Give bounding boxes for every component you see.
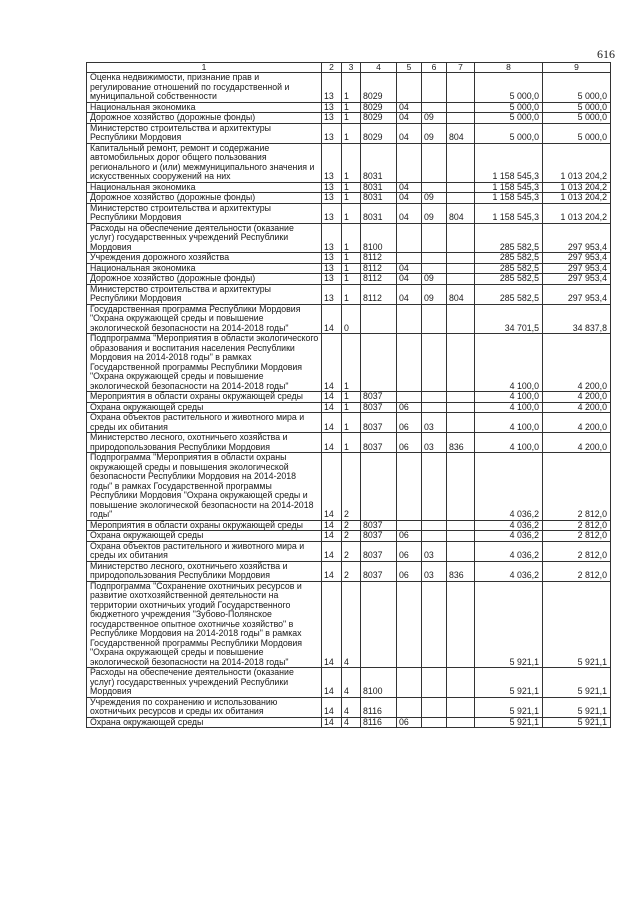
code-cell: 14 [322,581,342,668]
code-cell [447,143,475,182]
amount-cell: 297 953,4 [543,274,611,285]
code-cell: 8112 [361,263,397,274]
table-row [87,263,611,274]
row-name-cell: Министерство строительства и архитектуры Республики Мордовия [87,123,322,143]
amount-cell: 4 200,0 [543,402,611,413]
amount-cell: 2 812,0 [543,541,611,561]
amount-cell: 2 812,0 [543,453,611,521]
table-row [87,143,611,182]
code-cell: 09 [422,274,447,285]
amount-cell: 1 013 204,2 [543,182,611,193]
code-cell [447,453,475,521]
code-cell [397,520,422,531]
code-cell [397,668,422,698]
code-cell: 8029 [361,123,397,143]
amount-cell: 5 921,1 [475,668,543,698]
row-name-cell: Дорожное хозяйство (дорожные фонды) [87,193,322,204]
row-name-cell: Учреждения по сохранению и использованию охотничьих ресурсов и среды их обитания [87,697,322,717]
code-cell: 06 [397,531,422,542]
code-cell: 03 [422,561,447,581]
code-cell [422,531,447,542]
code-cell: 13 [322,73,342,103]
code-cell [397,392,422,403]
code-cell: 14 [322,717,342,728]
amount-cell: 5 000,0 [543,73,611,103]
code-cell [361,304,397,334]
amount-cell: 2 812,0 [543,520,611,531]
table-row [87,193,611,204]
table-row [87,392,611,403]
table-row [87,113,611,124]
code-cell: 14 [322,304,342,334]
amount-cell: 5 921,1 [543,697,611,717]
code-cell: 14 [322,668,342,698]
code-cell: 06 [397,541,422,561]
row-name-cell: Подпрограмма "Мероприятия в области охраны окружающей среды и повышения экологической безопасности Республики Мордовия на 2014-2018 годы" в рамках Государственной программы Республики Мордовия "Охрана окружающей среды и повышение экологической безопасности на 2014-2018 годы" [87,453,322,521]
code-cell: 13 [322,102,342,113]
amount-cell: 5 921,1 [475,697,543,717]
code-cell: 1 [342,263,361,274]
code-cell: 8112 [361,284,397,304]
code-cell [361,581,397,668]
column-header: 4 [361,63,397,73]
code-cell [397,253,422,264]
row-name-cell: Подпрограмма "Сохранение охотничьих ресурсов и развитие охотхозяйственной деятельности на территории охотничьих угодий Государственного бюджетного учреждения "Зубово-Полянское государственное опытное охотничье хозяйство" в Республике Мордовия на 2014-2018 годы" в рамках Государственной программы Республики Мордовия "Охрана окружающей среды и повышение экологической безопасности на 2014-2018 годы" [87,581,322,668]
code-cell: 8031 [361,203,397,223]
code-cell: 14 [322,334,342,392]
code-cell: 8037 [361,433,397,453]
code-cell: 04 [397,193,422,204]
code-cell [422,263,447,274]
column-header: 6 [422,63,447,73]
column-header: 3 [342,63,361,73]
code-cell: 1 [342,433,361,453]
code-cell: 13 [322,274,342,285]
table-row [87,541,611,561]
amount-cell: 4 036,2 [475,561,543,581]
table-row [87,413,611,433]
code-cell: 13 [322,143,342,182]
code-cell: 0 [342,304,361,334]
table-row [87,453,611,521]
code-cell: 1 [342,402,361,413]
row-name-cell: Мероприятия в области охраны окружающей среды [87,392,322,403]
code-cell: 13 [322,123,342,143]
table-row [87,531,611,542]
amount-cell: 285 582,5 [475,274,543,285]
row-name-cell: Дорожное хозяйство (дорожные фонды) [87,274,322,285]
table-row [87,581,611,668]
amount-cell: 5 000,0 [543,123,611,143]
code-cell: 8112 [361,253,397,264]
row-name-cell: Учреждения дорожного хозяйства [87,253,322,264]
code-cell [447,102,475,113]
code-cell: 04 [397,123,422,143]
code-cell: 09 [422,203,447,223]
code-cell: 2 [342,541,361,561]
table-row [87,223,611,253]
row-name-cell: Министерство строительства и архитектуры Республики Мордовия [87,203,322,223]
amount-cell: 4 036,2 [475,541,543,561]
row-name-cell: Подпрограмма "Мероприятия в области экологического образования и воспитания населения Республики Мордовия на 2014-2018 годы" в рамках Государственной программы Республики Мордовия "Охрана окружающей среды и повышение экологической безопасности на 2014-2018 годы" [87,334,322,392]
code-cell: 804 [447,284,475,304]
code-cell: 04 [397,203,422,223]
table-row [87,284,611,304]
table-row [87,520,611,531]
amount-cell: 297 953,4 [543,253,611,264]
amount-cell: 5 921,1 [475,717,543,728]
code-cell [422,453,447,521]
code-cell: 03 [422,413,447,433]
row-name-cell: Охрана окружающей среды [87,402,322,413]
table-row [87,334,611,392]
code-cell [447,274,475,285]
code-cell: 03 [422,541,447,561]
code-cell: 06 [397,561,422,581]
code-cell: 14 [322,697,342,717]
code-cell: 8037 [361,402,397,413]
row-name-cell: Оценка недвижимости, признание прав и регулирование отношений по государственной и муниципальной собственности [87,73,322,103]
amount-cell: 1 013 204,2 [543,203,611,223]
code-cell [447,334,475,392]
code-cell [422,143,447,182]
amount-cell: 5 921,1 [475,581,543,668]
code-cell [447,531,475,542]
code-cell: 14 [322,561,342,581]
code-cell: 8031 [361,182,397,193]
code-cell: 04 [397,113,422,124]
row-name-cell: Охрана объектов растительного и животного мира и среды их обитания [87,541,322,561]
code-cell: 04 [397,263,422,274]
code-cell [447,413,475,433]
amount-cell: 1 158 545,3 [475,203,543,223]
code-cell: 804 [447,203,475,223]
column-header: 9 [543,63,611,73]
code-cell: 2 [342,531,361,542]
page-number: 616 [597,47,615,61]
row-name-cell: Министерство строительства и архитектуры Республики Мордовия [87,284,322,304]
row-name-cell: Охрана объектов растительного и животного мира и среды их обитания [87,413,322,433]
amount-cell: 5 000,0 [543,113,611,124]
code-cell: 03 [422,433,447,453]
code-cell [447,223,475,253]
code-cell: 4 [342,668,361,698]
table-row [87,668,611,698]
code-cell [397,73,422,103]
row-name-cell: Расходы на обеспечение деятельности (оказание услуг) государственных учреждений Республики Мордовия [87,223,322,253]
budget-table [86,62,611,728]
code-cell: 14 [322,541,342,561]
code-cell: 1 [342,123,361,143]
row-name-cell: Государственная программа Республики Мордовия "Охрана окружающей среды и повышение экологической безопасности на 2014-2018 годы" [87,304,322,334]
code-cell: 8031 [361,193,397,204]
amount-cell: 4 200,0 [543,413,611,433]
code-cell: 13 [322,223,342,253]
code-cell: 8037 [361,541,397,561]
table-row [87,253,611,264]
code-cell: 836 [447,433,475,453]
code-cell: 04 [397,182,422,193]
amount-cell: 1 013 204,2 [543,193,611,204]
row-name-cell: Национальная экономика [87,182,322,193]
amount-cell: 297 953,4 [543,223,611,253]
code-cell [447,73,475,103]
code-cell [447,581,475,668]
code-cell [397,334,422,392]
amount-cell: 5 921,1 [543,668,611,698]
code-cell: 09 [422,113,447,124]
code-cell: 14 [322,433,342,453]
amount-cell: 285 582,5 [475,223,543,253]
code-cell: 4 [342,581,361,668]
amount-cell: 4 200,0 [543,334,611,392]
amount-cell: 285 582,5 [475,284,543,304]
code-cell: 1 [342,143,361,182]
table-row [87,561,611,581]
code-cell: 4 [342,717,361,728]
column-header: 8 [475,63,543,73]
amount-cell: 4 100,0 [475,402,543,413]
code-cell: 09 [422,193,447,204]
code-cell: 1 [342,203,361,223]
code-cell: 1 [342,413,361,433]
amount-cell: 4 036,2 [475,453,543,521]
amount-cell: 4 100,0 [475,413,543,433]
code-cell: 8037 [361,392,397,403]
amount-cell: 285 582,5 [475,263,543,274]
code-cell: 14 [322,402,342,413]
row-name-cell: Капитальный ремонт, ремонт и содержание автомобильных дорог общего пользования регионального и (или) межмуниципального значения и искусственных сооружений на них [87,143,322,182]
code-cell [422,102,447,113]
code-cell [447,520,475,531]
amount-cell: 5 000,0 [475,123,543,143]
code-cell: 09 [422,123,447,143]
code-cell: 1 [342,274,361,285]
amount-cell: 2 812,0 [543,531,611,542]
amount-cell: 1 158 545,3 [475,193,543,204]
amount-cell: 34 701,5 [475,304,543,334]
code-cell: 2 [342,520,361,531]
code-cell: 8029 [361,113,397,124]
amount-cell: 4 036,2 [475,520,543,531]
code-cell [422,392,447,403]
code-cell [447,697,475,717]
code-cell: 1 [342,102,361,113]
table-row [87,73,611,103]
amount-cell: 5 000,0 [543,102,611,113]
amount-cell: 297 953,4 [543,263,611,274]
code-cell [422,334,447,392]
row-name-cell: Охрана окружающей среды [87,717,322,728]
table-row [87,717,611,728]
row-name-cell: Охрана окружающей среды [87,531,322,542]
column-header: 2 [322,63,342,73]
code-cell [422,253,447,264]
code-cell [397,223,422,253]
row-name-cell: Национальная экономика [87,102,322,113]
code-cell: 804 [447,123,475,143]
code-cell [422,520,447,531]
code-cell: 8037 [361,520,397,531]
code-cell: 2 [342,453,361,521]
table-row [87,697,611,717]
amount-cell: 5 000,0 [475,113,543,124]
amount-cell: 34 837,8 [543,304,611,334]
amount-cell: 5 000,0 [475,102,543,113]
amount-cell: 5 921,1 [543,717,611,728]
code-cell [397,453,422,521]
table-row [87,304,611,334]
code-cell: 04 [397,274,422,285]
row-name-cell: Мероприятия в области охраны окружающей среды [87,520,322,531]
code-cell [447,717,475,728]
code-cell: 13 [322,253,342,264]
code-cell [447,541,475,561]
code-cell [422,581,447,668]
amount-cell: 285 582,5 [475,253,543,264]
code-cell: 8037 [361,531,397,542]
table-row [87,433,611,453]
amount-cell: 5 000,0 [475,73,543,103]
code-cell: 13 [322,284,342,304]
code-cell: 06 [397,717,422,728]
code-cell [422,304,447,334]
code-cell: 1 [342,73,361,103]
code-cell: 1 [342,253,361,264]
code-cell [422,668,447,698]
code-cell: 8112 [361,274,397,285]
code-cell: 1 [342,392,361,403]
code-cell [422,73,447,103]
code-cell: 8029 [361,102,397,113]
code-cell: 8037 [361,413,397,433]
code-cell [422,182,447,193]
table-row [87,123,611,143]
amount-cell: 297 953,4 [543,284,611,304]
code-cell: 8029 [361,73,397,103]
code-cell [447,253,475,264]
row-name-cell: Министерство лесного, охотничьего хозяйства и природопользования Республики Мордовия [87,561,322,581]
amount-cell: 1 013 204,2 [543,143,611,182]
code-cell [447,392,475,403]
table-row [87,402,611,413]
code-cell: 8116 [361,697,397,717]
amount-cell: 4 100,0 [475,334,543,392]
code-cell: 13 [322,193,342,204]
code-cell [422,223,447,253]
code-cell [397,697,422,717]
table-row [87,203,611,223]
code-cell [447,304,475,334]
code-cell: 13 [322,203,342,223]
code-cell: 14 [322,531,342,542]
code-cell: 14 [322,392,342,403]
amount-cell: 2 812,0 [543,561,611,581]
code-cell: 04 [397,284,422,304]
code-cell: 8037 [361,561,397,581]
code-cell: 1 [342,193,361,204]
code-cell: 13 [322,182,342,193]
amount-cell: 1 158 545,3 [475,143,543,182]
row-name-cell: Национальная экономика [87,263,322,274]
code-cell [422,697,447,717]
code-cell [447,182,475,193]
code-cell: 1 [342,284,361,304]
column-header: 7 [447,63,475,73]
table-row [87,102,611,113]
code-cell: 4 [342,697,361,717]
code-cell: 09 [422,284,447,304]
code-cell: 06 [397,402,422,413]
code-cell [447,263,475,274]
code-cell: 13 [322,113,342,124]
amount-cell: 5 921,1 [543,581,611,668]
code-cell [447,402,475,413]
column-header: 5 [397,63,422,73]
amount-cell: 4 200,0 [543,392,611,403]
code-cell [422,402,447,413]
code-cell: 13 [322,263,342,274]
row-name-cell: Министерство лесного, охотничьего хозяйства и природопользования Республики Мордовия [87,433,322,453]
code-cell: 8031 [361,143,397,182]
code-cell [397,304,422,334]
table-header-row [87,63,611,73]
code-cell [447,113,475,124]
code-cell: 8100 [361,668,397,698]
code-cell: 8116 [361,717,397,728]
code-cell: 836 [447,561,475,581]
amount-cell: 4 100,0 [475,433,543,453]
code-cell: 1 [342,113,361,124]
code-cell: 1 [342,223,361,253]
code-cell: 14 [322,520,342,531]
column-header: 1 [87,63,322,73]
code-cell [447,668,475,698]
code-cell [422,717,447,728]
table-row [87,274,611,285]
row-name-cell: Расходы на обеспечение деятельности (оказание услуг) государственных учреждений Республики Мордовия [87,668,322,698]
code-cell: 14 [322,453,342,521]
code-cell: 1 [342,182,361,193]
code-cell [361,453,397,521]
table-row [87,182,611,193]
code-cell: 06 [397,413,422,433]
amount-cell: 4 100,0 [475,392,543,403]
amount-cell: 1 158 545,3 [475,182,543,193]
code-cell: 06 [397,433,422,453]
code-cell [361,334,397,392]
code-cell: 1 [342,334,361,392]
code-cell [397,143,422,182]
amount-cell: 4 036,2 [475,531,543,542]
code-cell [397,581,422,668]
row-name-cell: Дорожное хозяйство (дорожные фонды) [87,113,322,124]
code-cell: 04 [397,102,422,113]
amount-cell: 4 200,0 [543,433,611,453]
code-cell: 2 [342,561,361,581]
code-cell [447,193,475,204]
code-cell: 14 [322,413,342,433]
code-cell: 8100 [361,223,397,253]
